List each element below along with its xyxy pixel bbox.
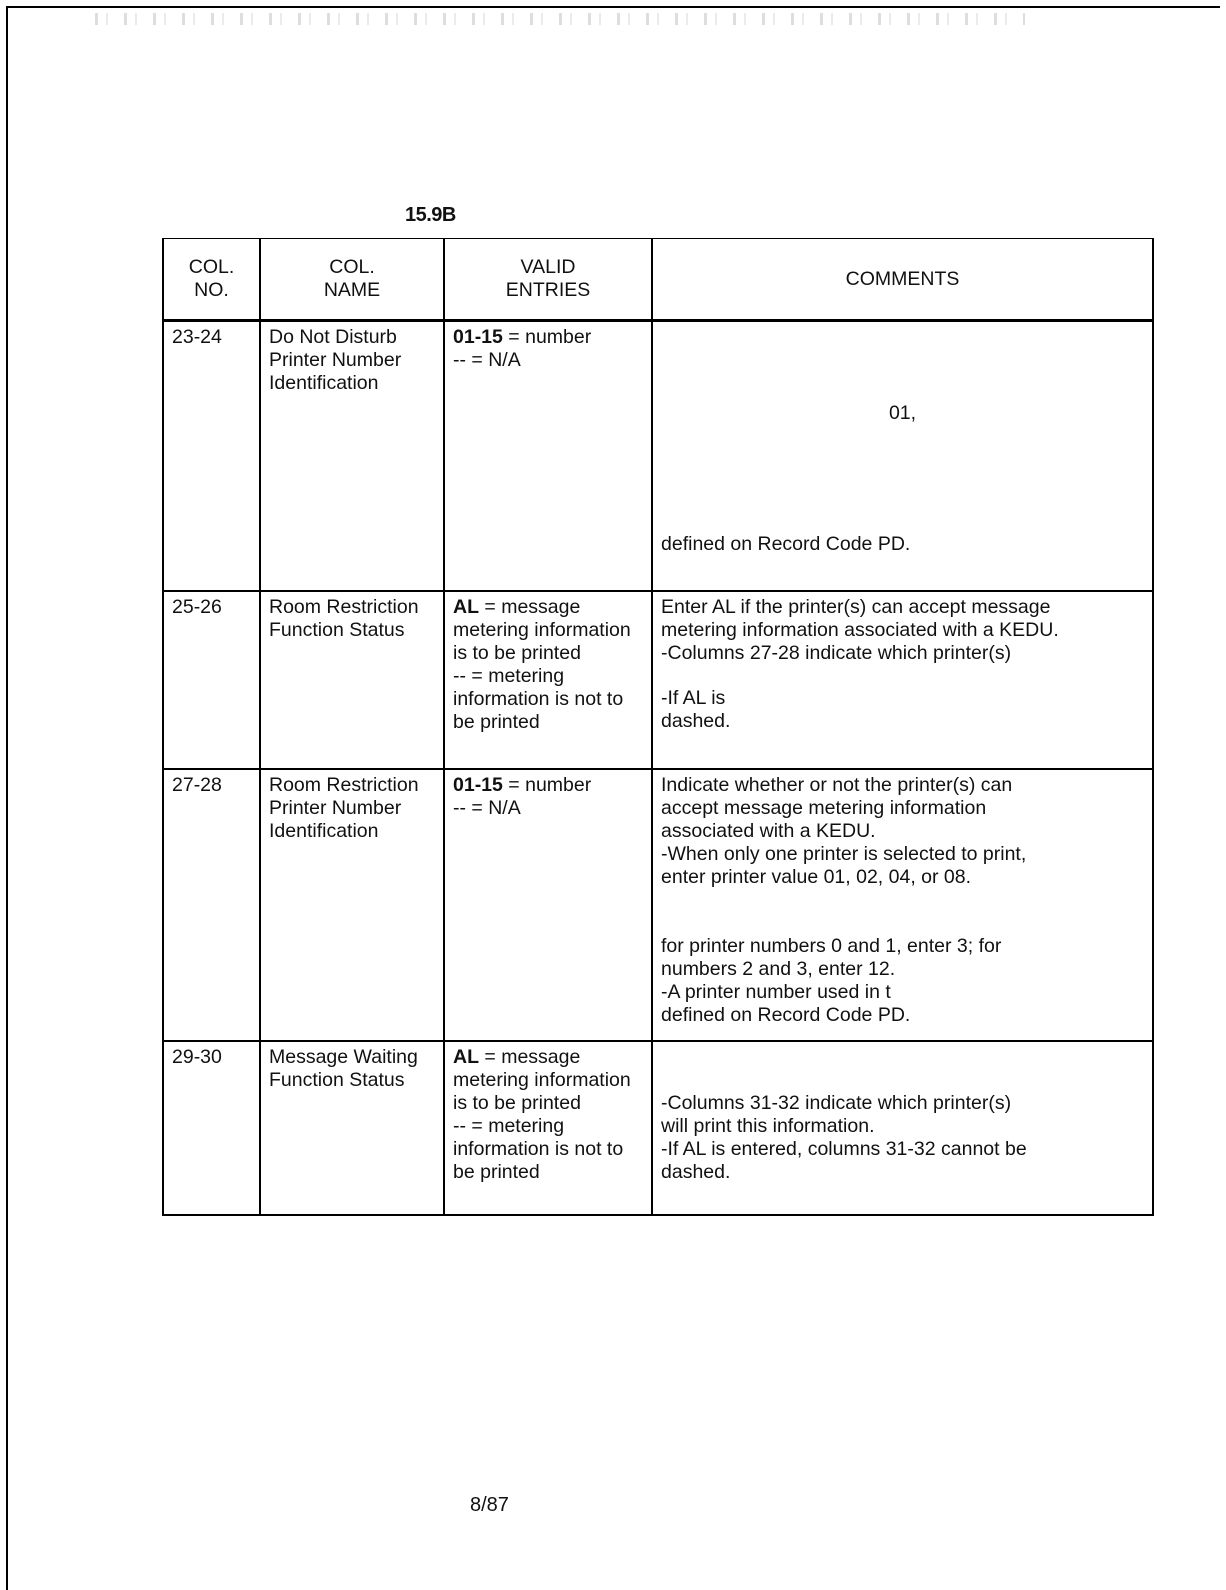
table-row xyxy=(163,321,1153,592)
comment-line: for printer numbers 0 and 1, enter 3; for xyxy=(661,935,1002,957)
header-comments xyxy=(652,239,1153,321)
header-col-name xyxy=(260,239,444,321)
entry-text: = message metering information is to be printed xyxy=(453,1046,631,1114)
comment-line: dashed. xyxy=(661,1161,731,1183)
comments-cell xyxy=(652,1041,1153,1215)
valid-entry xyxy=(453,596,643,665)
comment-gap xyxy=(661,889,1144,935)
entry-code: AL xyxy=(453,1046,479,1068)
scan-artifact xyxy=(95,13,1025,25)
comment-line: -A printer number used in t xyxy=(661,981,891,1003)
table-row xyxy=(163,769,1153,1041)
record-code-table xyxy=(162,238,1152,1216)
valid-entries-cell xyxy=(444,591,652,769)
valid-entries-cell xyxy=(444,1041,652,1215)
comment-line: Enter AL if the printer(s) can accept message xyxy=(661,596,1051,618)
comment-line: will print this information. xyxy=(661,1115,875,1137)
comment-line: -Columns 31-32 indicate which printer(s) xyxy=(661,1092,1012,1114)
comment-line: numbers 2 and 3, enter 12. xyxy=(661,958,896,980)
entry-code: AL xyxy=(453,596,479,618)
valid-entry: -- = metering information is not to be printed xyxy=(453,1115,624,1183)
col-no-cell: 29-30 xyxy=(163,1041,260,1215)
comment-line: enter printer value 01, 02, 04, or 08. xyxy=(661,866,972,888)
comment-line: -If AL is entered, columns 31-32 cannot be xyxy=(661,1138,1027,1160)
entry-text: = number xyxy=(502,774,592,796)
valid-entry: -- = N/A xyxy=(453,349,521,371)
comment-line: -Columns 27-28 indicate which printer(s) xyxy=(661,642,1012,664)
comment-value: 01, xyxy=(888,402,917,424)
col-name-cell: Room Restriction Printer Number Identification xyxy=(260,769,444,1041)
comment-line: Indicate whether or not the printer(s) can xyxy=(661,774,1013,796)
valid-entry xyxy=(453,774,643,797)
valid-entry xyxy=(453,326,643,349)
valid-entries-cell xyxy=(444,321,652,592)
header-valid-entries-text: VALID ENTRIES xyxy=(505,256,591,301)
header-comments-text: COMMENTS xyxy=(845,267,960,290)
comment-line: -If AL is xyxy=(661,687,726,709)
header-valid-entries xyxy=(444,239,652,321)
entry-code: 01-15 xyxy=(453,774,503,796)
valid-entry: -- = metering information is not to be printed xyxy=(453,665,624,733)
header-col-name-text: COL. NAME xyxy=(323,256,381,301)
valid-entries-cell xyxy=(444,769,652,1041)
comments-cell xyxy=(652,591,1153,769)
valid-entry xyxy=(453,1046,643,1115)
comment-line: dashed. xyxy=(661,710,731,732)
table-row xyxy=(163,591,1153,769)
comments-cell xyxy=(652,321,1153,592)
entry-code: 01-15 xyxy=(453,326,503,348)
comment-line: associated with a KEDU. xyxy=(661,820,876,842)
comment-line: metering information associated with a KEDU. xyxy=(661,619,1059,641)
entry-text: = message metering information is to be printed xyxy=(453,596,631,664)
column-definitions-table xyxy=(162,238,1154,1216)
page-footer-date: 8/87 xyxy=(470,1494,509,1516)
valid-entry: -- = N/A xyxy=(453,797,521,819)
header-col-no-text: COL. NO. xyxy=(188,256,235,301)
table-row xyxy=(163,1041,1153,1215)
comment-line: defined on Record Code PD. xyxy=(661,533,911,555)
header-col-no xyxy=(163,239,260,321)
comment-gap xyxy=(661,665,1144,687)
col-no-cell: 25-26 xyxy=(163,591,260,769)
col-name-cell: Do Not Disturb Printer Number Identification xyxy=(260,321,444,592)
header-row xyxy=(163,239,1153,321)
col-no-cell: 23-24 xyxy=(163,321,260,592)
comments-cell xyxy=(652,769,1153,1041)
comment-line: accept message metering information xyxy=(661,797,987,819)
col-no-cell: 27-28 xyxy=(163,769,260,1041)
comment-line: defined on Record Code PD. xyxy=(661,1004,911,1026)
entry-text: = number xyxy=(502,326,592,348)
comment-gap xyxy=(661,1046,1144,1092)
comment-line: -When only one printer is selected to print, xyxy=(661,843,1027,865)
section-title: 15.9B xyxy=(405,204,456,226)
col-name-cell: Message Waiting Function Status xyxy=(260,1041,444,1215)
col-name-cell: Room Restriction Function Status xyxy=(260,591,444,769)
